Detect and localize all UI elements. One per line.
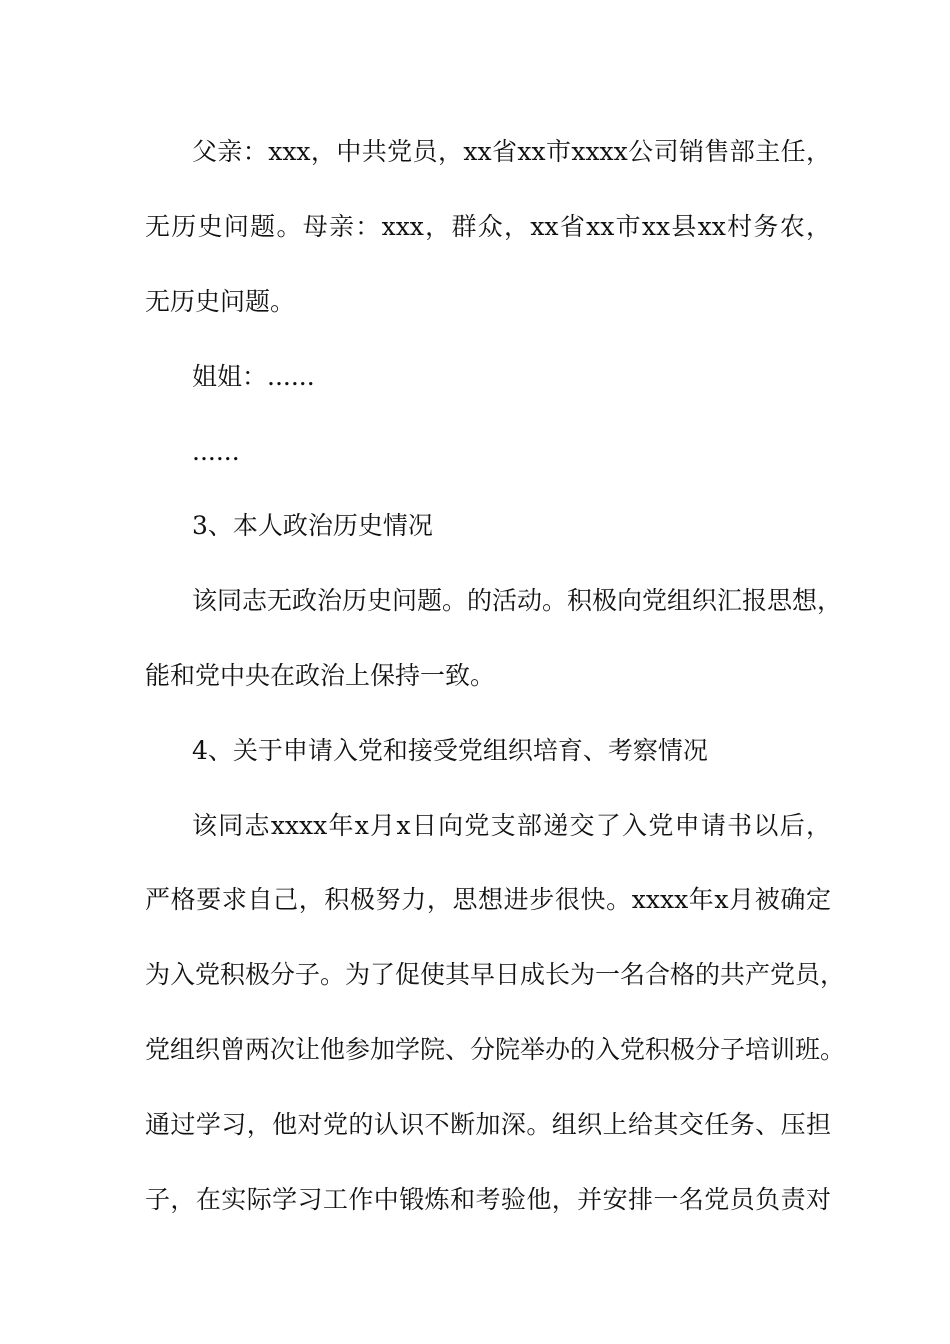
paragraph-father-line-1: 父亲：xxx，中共党员，xx省xx市xxxx公司销售部主任， [192, 137, 831, 166]
paragraph-application-line-6: 子，在实际学习工作中锻炼和考验他，并安排一名党员负责对 [145, 1185, 831, 1214]
paragraph-political-line-2: 能和党中央在政治上保持一致。 [145, 661, 496, 690]
paragraph-application-line-3: 为入党积极分子。为了促使其早日成长为一名合格的共产党员， [145, 960, 846, 989]
paragraph-political-line-1: 该同志无政治历史问题。的活动。积极向党组织汇报思想， [192, 586, 843, 615]
section-heading-3: 3、本人政治历史情况 [192, 511, 433, 540]
paragraph-application-line-4: 党组织曾两次让他参加学院、分院举办的入党积极分子培训班。 [145, 1035, 846, 1064]
paragraph-sister: 姐姐：...... [192, 362, 315, 391]
paragraph-ellipsis: ...... [192, 437, 240, 466]
section-heading-4: 4、关于申请入党和接受党组织培育、考察情况 [192, 736, 708, 765]
paragraph-father-line-2: 无历史问题。母亲：xxx，群众，xx省xx市xx县xx村务农， [145, 212, 831, 241]
paragraph-application-line-5: 通过学习，他对党的认识不断加深。组织上给其交任务、压担 [145, 1110, 831, 1139]
paragraph-father-line-3: 无历史问题。 [145, 287, 296, 316]
paragraph-application-line-1: 该同志xxxx年x月x日向党支部递交了入党申请书以后， [192, 811, 831, 840]
paragraph-application-line-2: 严格要求自己，积极努力，思想进步很快。xxxx年x月被确定 [145, 885, 831, 914]
